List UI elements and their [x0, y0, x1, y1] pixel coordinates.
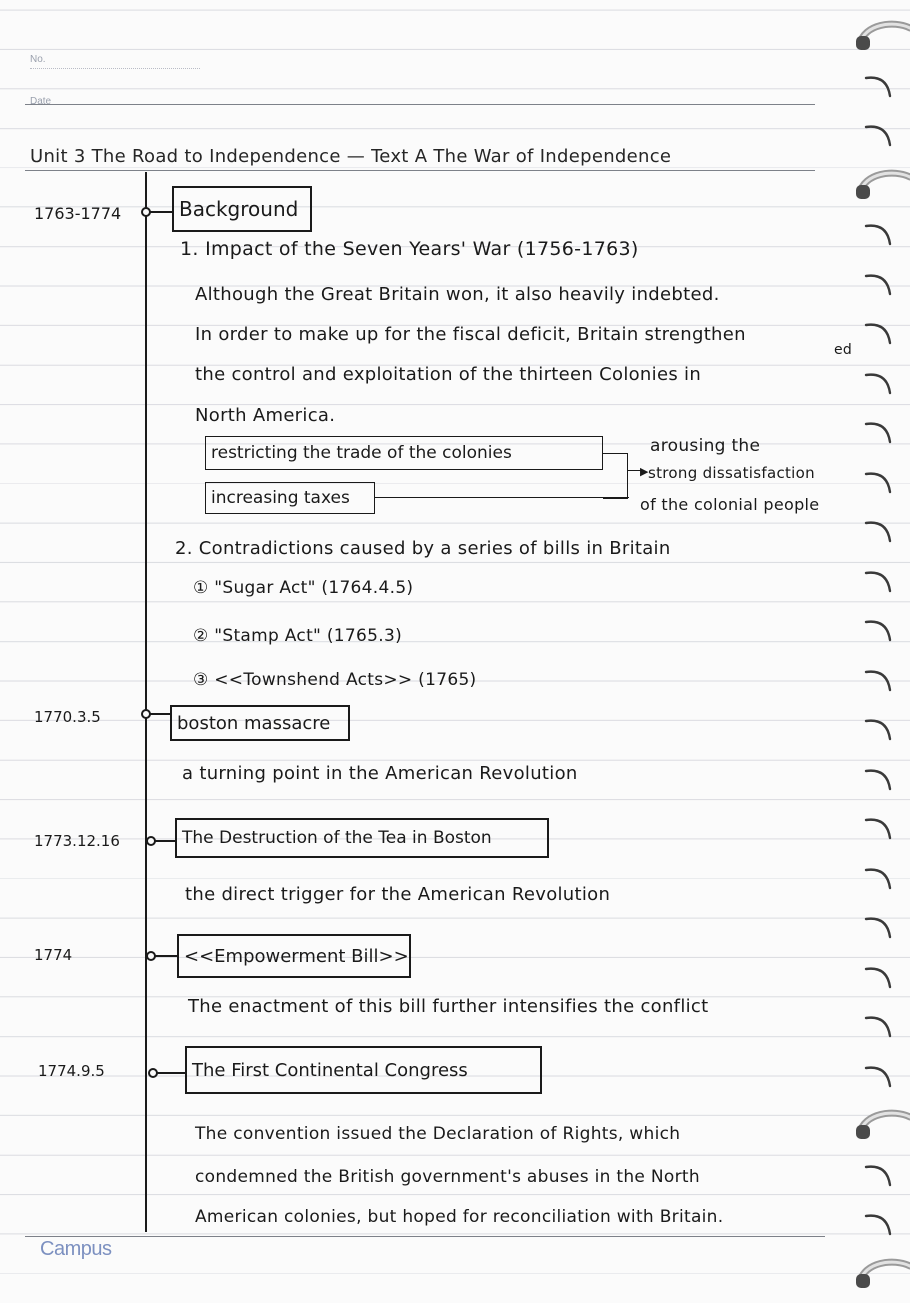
timeline-connector-3: [155, 840, 175, 842]
point1-line-2: In order to make up for the fiscal deficit, Britain strengthen: [195, 324, 746, 345]
result-line-2: strong dissatisfaction: [648, 464, 815, 482]
binder-ring-icon: [854, 513, 910, 549]
binder-ring-icon: [854, 464, 910, 500]
binder-ring-icon: [854, 810, 910, 846]
congress-line-2: condemned the British government's abuses in the North: [195, 1167, 700, 1187]
binder-ring-icon: [854, 662, 910, 698]
point1-title: 1. Impact of the Seven Years' War (1756-1763): [180, 238, 639, 260]
arrow-head-icon: ▶: [640, 465, 649, 478]
binder-ring-icon: [854, 68, 910, 104]
bill-2: ② "Stamp Act" (1765.3): [193, 626, 403, 646]
timeline-connector-4: [155, 955, 177, 957]
strengthen-suffix: ed: [834, 342, 853, 358]
result-line-3: of the colonial people: [640, 495, 820, 514]
bill-3: ③ <<Townshend Acts>> (1765): [193, 670, 477, 690]
binder-ring-icon: [854, 18, 910, 54]
binder-ring-icon: [854, 1058, 910, 1094]
congress-line-1: The convention issued the Declaration of Rights, which: [195, 1124, 681, 1144]
timeline-connector-5: [157, 1072, 185, 1074]
timeline-date-2: 1770.3.5: [34, 708, 101, 726]
timeline-line: [145, 172, 147, 1232]
binder-ring-icon: [854, 761, 910, 797]
point1-line-1: Although the Great Britain won, it also heavily indebted.: [195, 284, 720, 305]
binder-ring-icon: [854, 117, 910, 153]
bill-1: ① "Sugar Act" (1764.4.5): [193, 578, 414, 598]
timeline-connector-2: [150, 713, 170, 715]
binder-ring-icon: [854, 1157, 910, 1193]
taxes-connector: [375, 497, 629, 498]
result-line-1: arousing the: [650, 436, 761, 456]
empowerment-note: The enactment of this bill further intensifies the conflict: [188, 996, 709, 1017]
point1-line-4: North America.: [195, 405, 336, 426]
massacre-note: a turning point in the American Revolution: [182, 763, 578, 784]
date-rule: [25, 104, 815, 105]
congress-line-3: American colonies, but hoped for reconciliation with Britain.: [195, 1207, 724, 1227]
timeline-date-3: 1773.12.16: [34, 832, 120, 850]
binder-ring-icon: [854, 1256, 910, 1292]
binder-ring-icon: [854, 909, 910, 945]
measures-bracket: [603, 453, 628, 499]
binder-ring-icon: [854, 167, 910, 203]
timeline-date-5: 1774.9.5: [38, 1062, 105, 1080]
heading-empowerment-bill: <<Empowerment Bill>>: [177, 934, 411, 978]
binder-ring-icon: [854, 1008, 910, 1044]
timeline-date-1: 1763-1774: [34, 204, 122, 223]
page-title: Unit 3 The Road to Independence — Text A The War of Independence: [30, 146, 672, 167]
heading-first-continental-congress: The First Continental Congress: [185, 1046, 542, 1094]
binder-ring-icon: [854, 612, 910, 648]
binder-ring-icon: [854, 860, 910, 896]
measure-taxes-box: increasing taxes: [205, 482, 375, 514]
date-label: Date: [30, 96, 52, 107]
timeline-date-4: 1774: [34, 946, 73, 964]
binder-ring-icon: [854, 315, 910, 351]
title-rule: [25, 170, 815, 171]
binder-ring-icon: [854, 365, 910, 401]
timeline-connector-1: [150, 211, 172, 213]
heading-boston-massacre: boston massacre: [170, 705, 350, 741]
no-label: No.: [30, 54, 46, 65]
binder-ring-icon: [854, 1206, 910, 1242]
heading-tea-destruction: The Destruction of the Tea in Boston: [175, 818, 549, 858]
binder-ring-icon: [854, 959, 910, 995]
measure-trade-box: restricting the trade of the colonies: [205, 436, 603, 470]
binder-ring-icon: [854, 266, 910, 302]
binder-ring-icon: [854, 711, 910, 747]
binder-ring-icon: [854, 216, 910, 252]
binder-ring-icon: [854, 1107, 910, 1143]
binder-ring-icon: [854, 414, 910, 450]
point2-title: 2. Contradictions caused by a series of bills in Britain: [175, 538, 671, 559]
no-dotted-line: [30, 68, 200, 69]
point1-line-3: the control and exploitation of the thirteen Colonies in: [195, 364, 702, 385]
heading-background: Background: [172, 186, 312, 232]
bottom-rule: [25, 1236, 825, 1237]
tea-note: the direct trigger for the American Revolution: [185, 884, 611, 905]
binder-ring-icon: [854, 563, 910, 599]
campus-logo: Campus: [40, 1238, 112, 1260]
